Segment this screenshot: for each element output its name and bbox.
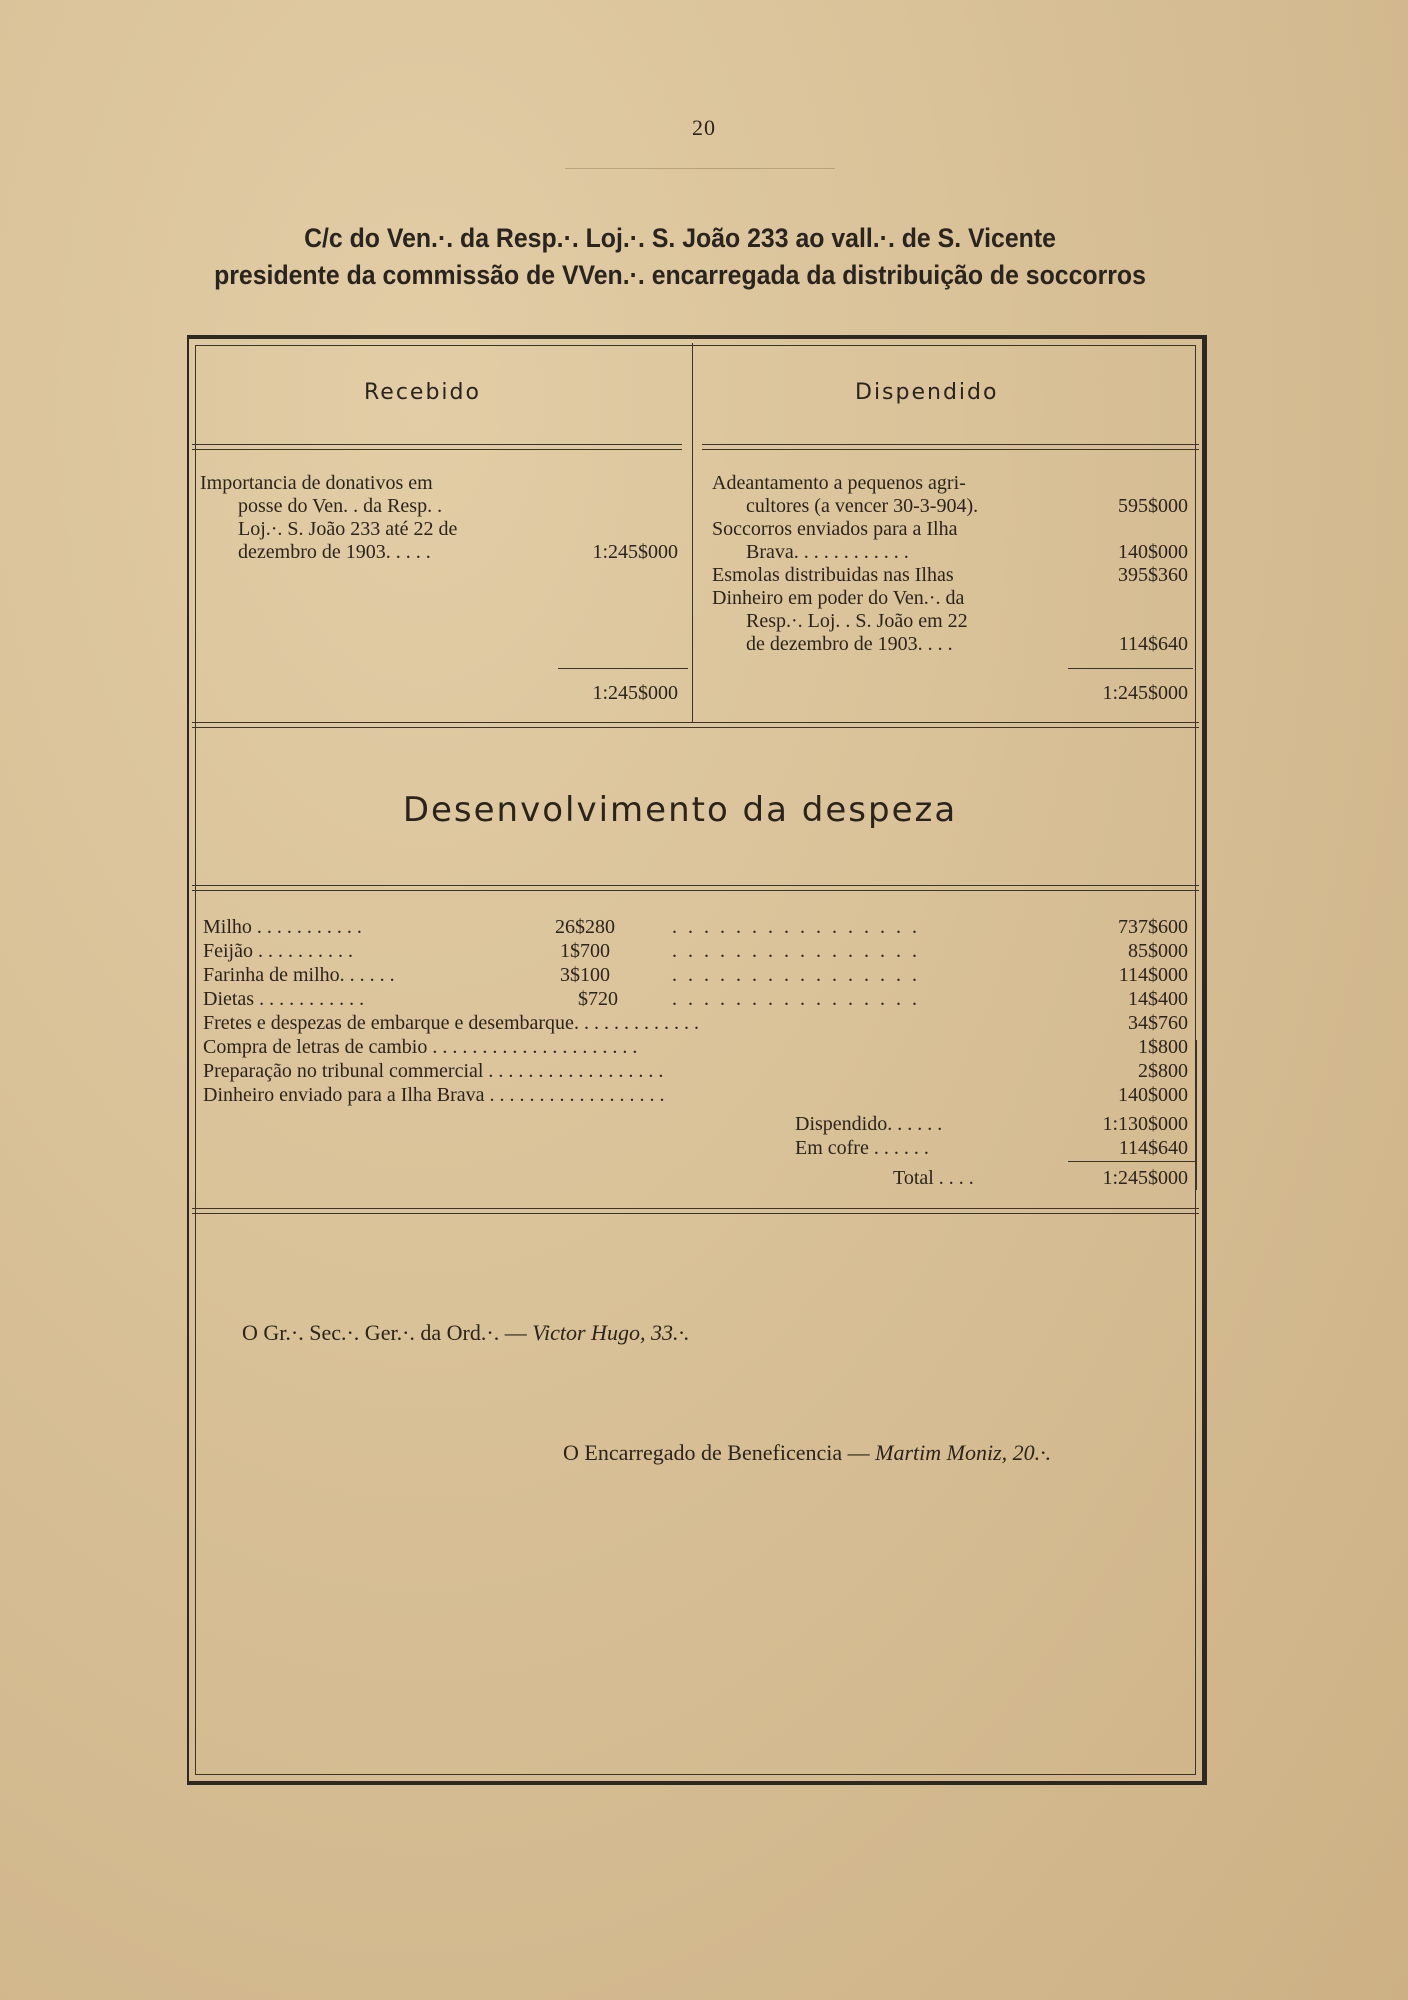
summary-amount: 114$640 xyxy=(1118,1137,1188,1159)
secretary-title: O Gr.·. Sec.·. Ger.·. da Ord.·. — xyxy=(242,1320,527,1345)
summary-label: Em cofre . . . . . . xyxy=(795,1137,929,1159)
beneficence-name: Martim Moniz, 20.·. xyxy=(875,1440,1052,1465)
beneficence-signature xyxy=(563,1440,1051,1466)
received-line: dezembro de 1903. . . . . xyxy=(238,541,431,563)
table-row-unit: $720 xyxy=(578,988,618,1010)
table-row-amount: 14$400 xyxy=(1128,988,1188,1010)
summary-label: Total . . . . xyxy=(893,1167,974,1189)
table-row-amount: 140$000 xyxy=(1118,1084,1188,1106)
column-divider xyxy=(692,343,693,723)
spent-line: Soccorros enviados para a Ilha xyxy=(712,518,958,540)
received-line: Loj.·. S. João 233 até 22 de xyxy=(238,518,458,540)
table-row-unit: 26$280 xyxy=(555,916,615,938)
header-rule-right xyxy=(702,444,1199,450)
table-row-amount: 737$600 xyxy=(1118,916,1188,938)
received-total: 1:245$000 xyxy=(592,682,678,704)
spent-line: Esmolas distribuidas nas Ilhas xyxy=(712,564,954,586)
spent-amount: 395$360 xyxy=(1118,564,1188,586)
table-row-label: Dinheiro enviado para a Ilha Brava . . . . . . . . . . . . . . . . . . xyxy=(203,1084,665,1106)
account-bottom-rule xyxy=(192,722,1199,728)
spent-line: Adeantamento a pequenos agri- xyxy=(712,472,966,494)
heading-line-1: C/c do Ven.·. da Resp.·. Loj.·. S. João 233 ao vall.·. de S. Vicente xyxy=(304,223,1056,253)
spent-line: cultores (a vencer 30-3-904). xyxy=(746,495,979,517)
beneficence-title: O Encarregado de Beneficencia — xyxy=(563,1440,870,1465)
secretary-signature xyxy=(242,1320,689,1346)
table-row-leader: . . . . . . . . . . . . . . . . xyxy=(672,964,920,986)
table-row-amount: 85$000 xyxy=(1128,940,1188,962)
table-row-label: Fretes e despezas de embarque e desembarque. . . . . . . . . . . . . xyxy=(203,1012,699,1034)
table-row-label: Preparação no tribunal commercial . . . . . . . . . . . . . . . . . . xyxy=(203,1060,664,1082)
table-row-label: Dietas . . . . . . . . . . . xyxy=(203,988,365,1010)
spent-amount: 114$640 xyxy=(1118,633,1188,655)
table-row-label: Milho . . . . . . . . . . . xyxy=(203,916,362,938)
received-line: posse do Ven. . da Resp. . xyxy=(238,495,443,517)
secretary-name: Victor Hugo, 33.·. xyxy=(532,1320,690,1345)
header-rule-left xyxy=(192,444,682,450)
table-row-amount: 1$800 xyxy=(1138,1036,1188,1058)
page-heading xyxy=(192,220,1167,294)
spent-line: Dinheiro em poder do Ven.·. da xyxy=(712,587,965,609)
table-row-amount: 114$000 xyxy=(1118,964,1188,986)
received-header: Recebido xyxy=(364,380,481,405)
table-row-unit: 1$700 xyxy=(560,940,610,962)
spent-line: Brava. . . . . . . . . . . . xyxy=(746,541,909,563)
breakdown-title: Desenvolvimento da despeza xyxy=(402,790,958,830)
table-row-amount: 2$800 xyxy=(1138,1060,1188,1082)
spent-line: de dezembro de 1903. . . . xyxy=(746,633,953,655)
table-row-leader: . . . . . . . . . . . . . . . . xyxy=(672,916,920,938)
page-number-rule xyxy=(565,168,835,169)
spent-line: Resp.·. Loj. . S. João em 22 xyxy=(746,610,968,632)
table-row-unit: 3$100 xyxy=(560,964,610,986)
spent-total-rule xyxy=(1068,668,1193,669)
spent-amount: 595$000 xyxy=(1118,495,1188,517)
table-row-label: Farinha de milho. . . . . . xyxy=(203,964,395,986)
received-amount: 1:245$000 xyxy=(592,541,678,563)
received-line: Importancia de donativos em xyxy=(200,472,433,494)
received-total-rule xyxy=(558,668,688,669)
table-row-amount: 34$760 xyxy=(1128,1012,1188,1034)
amount-column-rule xyxy=(1196,1040,1197,1190)
spent-total: 1:245$000 xyxy=(1102,682,1188,704)
breakdown-top-rule xyxy=(192,885,1199,891)
table-row-label: Feijão . . . . . . . . . . xyxy=(203,940,353,962)
total-rule xyxy=(1068,1161,1196,1162)
summary-amount: 1:245$000 xyxy=(1102,1167,1188,1189)
table-row-leader: . . . . . . . . . . . . . . . . xyxy=(672,988,920,1010)
spent-header: Dispendido xyxy=(855,380,999,405)
heading-line-2: presidente da commissão de VVen.·. encarregada da distribuição de soccorros xyxy=(214,260,1146,290)
page-number: 20 xyxy=(692,115,716,140)
spent-amount: 140$000 xyxy=(1118,541,1188,563)
table-row-label: Compra de letras de cambio . . . . . . . . . . . . . . . . . . . . . xyxy=(203,1036,638,1058)
table-row-leader: . . . . . . . . . . . . . . . . xyxy=(672,940,920,962)
summary-amount: 1:130$000 xyxy=(1102,1113,1188,1135)
summary-label: Dispendido. . . . . . xyxy=(795,1113,943,1135)
breakdown-bottom-rule xyxy=(192,1208,1199,1214)
